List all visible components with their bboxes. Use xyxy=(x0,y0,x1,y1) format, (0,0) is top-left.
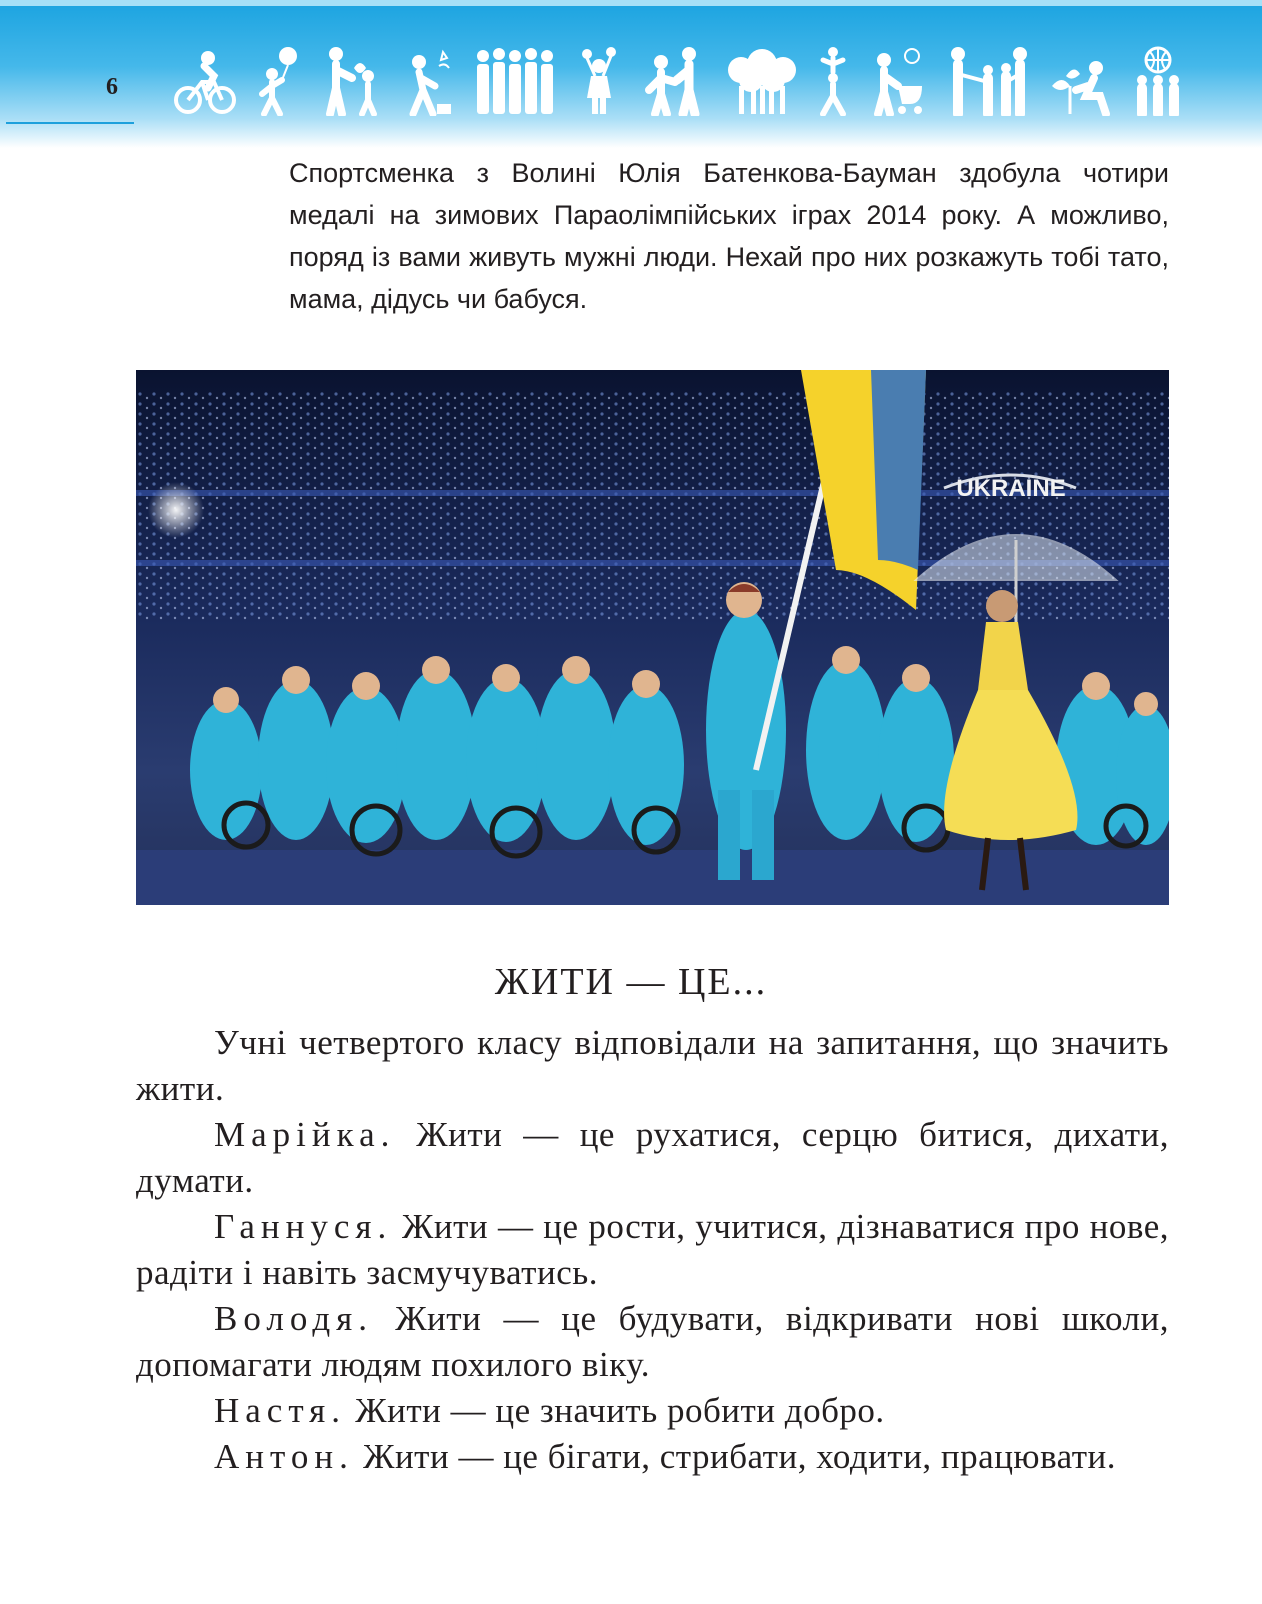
family-icon xyxy=(946,46,1030,116)
paragraph-text: Жити — це рухатися, серцю битися, дихати, думати. xyxy=(136,1115,1169,1200)
speaker-name: Марійка. xyxy=(214,1115,396,1154)
paragraph-text: Жити — це будувати, відкривати нові школи, допомагати людям похилого віку. xyxy=(136,1299,1169,1384)
intro-paragraph: Спортсменка з Волині Юлія Батенкова-Бауман здобула чотири медалі на зимових Параолімпійських іграх 2014 року. А можливо, поряд із вами живуть мужні люди. Нехай про них розкажуть тобі тато, мама, дідусь чи бабуся. xyxy=(289,158,1169,314)
tree-group-icon xyxy=(727,46,797,116)
globe-crowd-icon xyxy=(1132,46,1184,116)
cyclist-icon xyxy=(174,46,236,116)
person-with-flowers-icon xyxy=(575,46,623,116)
speaker-name: Настя. xyxy=(214,1391,347,1430)
paralympic-team-photo xyxy=(136,370,1169,905)
dialogue-paragraph xyxy=(136,1388,1169,1434)
dialogue-paragraph xyxy=(136,1204,1169,1296)
paragraph-text: Жити — це значить робити добро. xyxy=(346,1391,885,1430)
section-title: ЖИТИ — ЦЕ... xyxy=(494,961,768,1003)
ukraine-sign-text: UKRAINE xyxy=(956,475,1066,502)
dialogue-paragraph xyxy=(136,1434,1169,1480)
dialogue-paragraph xyxy=(136,1296,1169,1388)
acrobats-icon xyxy=(815,46,851,116)
adult-giving-to-child-icon xyxy=(318,46,382,116)
speaker-name: Антон. xyxy=(214,1437,354,1476)
dialogue-paragraph xyxy=(136,1112,1169,1204)
speaker-name: Ганнуся. xyxy=(214,1207,393,1246)
two-people-icon xyxy=(641,46,709,116)
paragraph-text: Жити — це бігати, стрибати, ходити, працювати. xyxy=(353,1437,1117,1476)
paragraph-text: Учні четвертого класу відповідали на запитання, що значить жити. xyxy=(136,1023,1169,1108)
crowd-icon xyxy=(473,46,557,116)
paragraph-text: Жити — це рости, учитися, дізнаватися про нове, радіти і навіть засмучуватись. xyxy=(136,1207,1169,1292)
dialogue-paragraph xyxy=(136,1020,1169,1112)
header-icon-strip xyxy=(174,42,1184,116)
parent-with-stroller-icon xyxy=(868,46,928,116)
speaker-name: Володя. xyxy=(214,1299,373,1338)
planting-icon xyxy=(1048,46,1114,116)
header-rule xyxy=(6,122,134,124)
child-with-balloon-icon xyxy=(254,46,300,116)
gardener-icon xyxy=(399,46,455,116)
dialogue-body xyxy=(136,1020,1169,1480)
page-number: 6 xyxy=(106,74,118,100)
